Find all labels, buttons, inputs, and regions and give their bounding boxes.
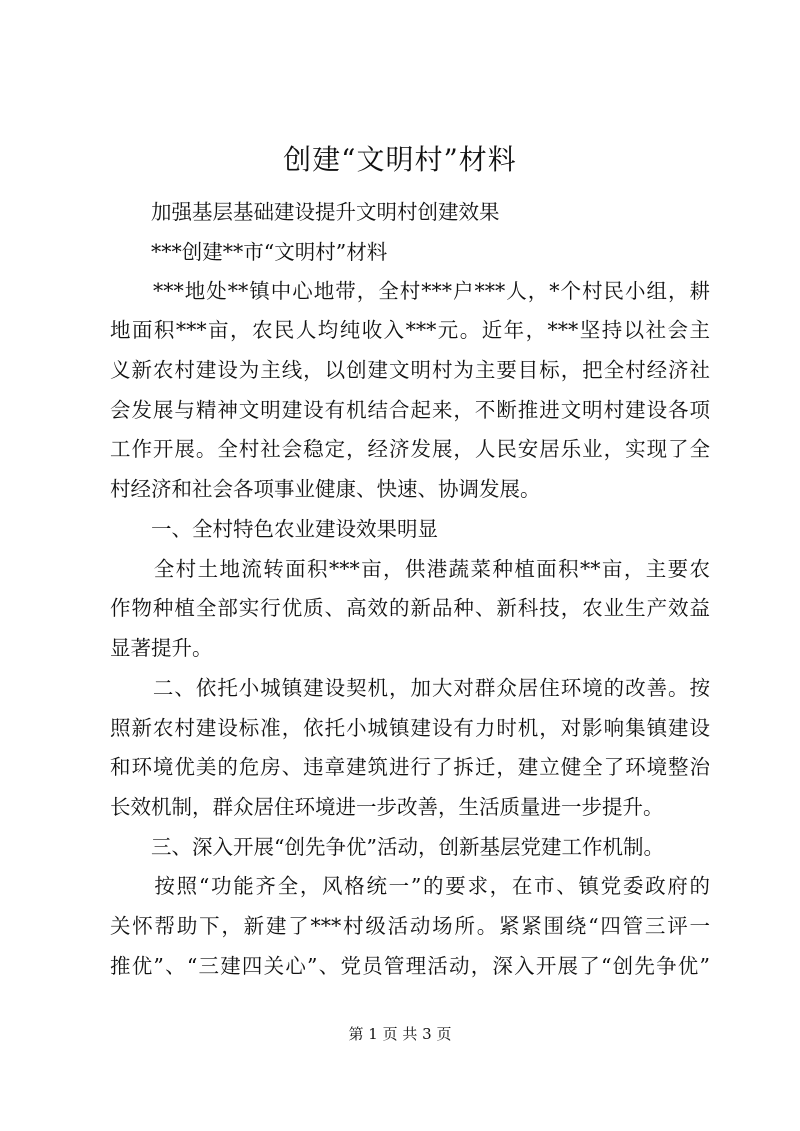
body-line: 和环境优美的危房、违章建筑进行了拆迁，建立健全了环境整治	[110, 755, 710, 779]
section-heading: 一、全村特色农业建设效果明显	[110, 517, 438, 541]
body-line: 作物种植全部实行优质、高效的新品种、新科技，农业生产效益	[110, 596, 710, 620]
body-line: 推优”、“三建四关心”、党员管理活动，深入开展了“创先争优”	[110, 954, 710, 978]
body-line: 按照“功能齐全，风格统一”的要求，在市、镇党委政府的	[110, 874, 710, 898]
subtitle-line: 加强基层基础建设提升文明村创建效果	[110, 200, 500, 224]
body-line: ***地处**镇中心地带，全村***户***人，*个村民小组，耕	[110, 279, 710, 303]
page-footer: 第 1 页 共 3 页	[348, 1025, 452, 1043]
body-line: 村经济和社会各项事业健康、快速、协调发展。	[110, 477, 541, 501]
body-line: 地面积***亩，农民人均纯收入***元。近年，***坚持以社会主	[110, 318, 710, 342]
section-heading: 二、依托小城镇建设契机，加大对群众居住环境的改善。按	[110, 676, 710, 700]
body-line: 全村土地流转面积***亩，供港蔬菜种植面积**亩，主要农	[110, 557, 710, 581]
section-heading: 三、深入开展“创先争优”活动，创新基层党建工作机制。	[110, 835, 664, 859]
body-line: 显著提升。	[110, 636, 213, 660]
body-line: 长效机制，群众居住环境进一步改善，生活质量进一步提升。	[110, 795, 664, 819]
document-title: 创建“文明村”材料	[283, 143, 517, 176]
body-line: 照新农村建设标准，依托小城镇建设有力时机，对影响集镇建设	[110, 716, 710, 740]
body-line: 关怀帮助下，新建了***村级活动场所。紧紧围绕“四管三评一	[110, 914, 710, 938]
body-line: 义新农村建设为主线，以创建文明村为主要目标，把全村经济社	[110, 358, 710, 382]
body-line: 会发展与精神文明建设有机结合起来，不断推进文明村建设各项	[110, 398, 710, 422]
body-line: 工作开展。全村社会稳定，经济发展，人民安居乐业，实现了全	[110, 437, 710, 461]
subtitle-line: ***创建**市“文明村”材料	[110, 240, 388, 264]
